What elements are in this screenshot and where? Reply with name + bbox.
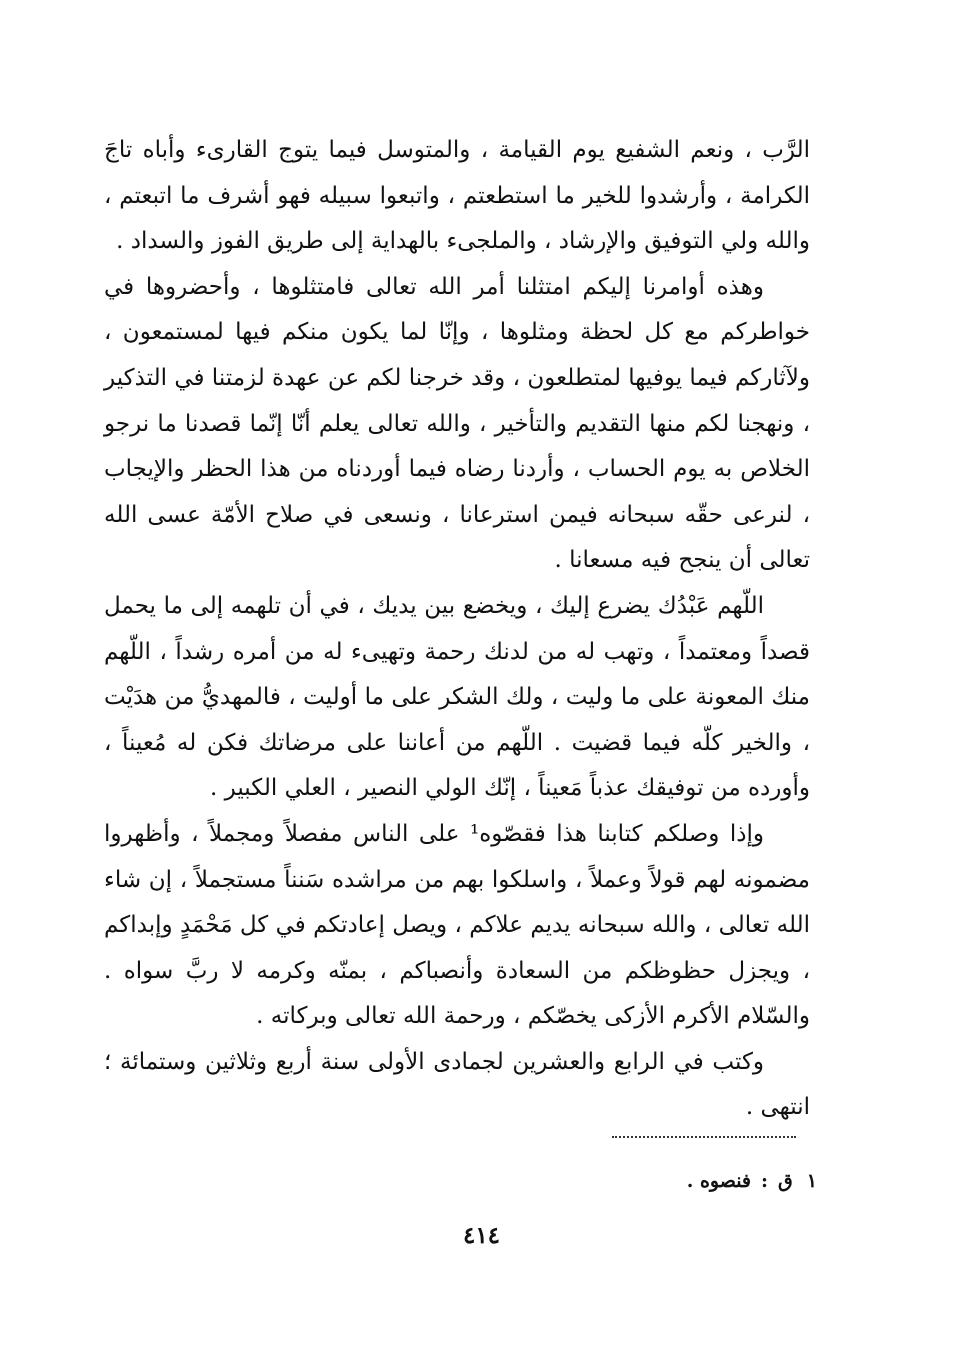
footnote [687,1170,817,1192]
paragraph-1: الرَّب ، ونعم الشفيع يوم القيامة ، والمتوسل فيما يتوج القارىء وأباه تاجَ الكرامة ، وأرشدوا للخير ما استطعتم ، واتبعوا سبيله فهو أشرف ما اتبعتم ، والله ولي التوفيق والإرشاد ، والملجىء بالهداية إلى طريق الفوز والسداد . [104,137,810,255]
footnote-text: فنصوه . [686,1170,752,1192]
page-number: ٤١٤ [462,1222,501,1249]
main-text [104,128,810,1131]
paragraph-4: وإذا وصلكم كتابنا هذا فقصّوه¹ على الناس مفصلاً ومجملاً ، وأظهروا مضمونه لهم قولاً وعملاً ، واسلكوا بهم من مراشده سَنناً مستجملاً ، إن شاء الله تعالى ، والله سبحانه يديم علاكم ، ويصل إعادتكم في كل مَحْمَدٍ وإبداكم ، ويجزل حظوظكم من السعادة وأنصباكم ، بمنّه وكرمه لا ربَّ سواه . والسّلام الأكرم الأزكى يخصّكم ، ورحمة الله تعالى وبركاته . [104,820,810,1030]
footnote-siglum: ق [778,1170,793,1192]
footnote-separator [612,1136,796,1138]
paragraph-2: وهذه أوامرنا إليكم امتثلنا أمر الله تعالى فامتثلوها ، وأحضروها في خواطركم مع كل لحظة ومثلوها ، وإنّا لما يكون منكم فيها لمستمعون ، ولآثاركم فيما يوفيها لمتطلعون ، وقد خرجنا لكم عن عهدة لزمتنا في التذكير ، ونهجنا لكم منها التقديم والتأخير ، والله تعالى يعلم أنّا إنّما قصدنا ما نرجو الخلاص به يوم الحساب ، وأردنا رضاه فيما أوردناه من هذا الحظر والإيجاب ، لنرعى حقّه سبحانه فيمن استرعانا ، ونسعى في صلاح الأمّة عسى الله تعالى أن ينجح فيه مسعانا . [104,273,810,574]
paragraph-3: اللّهم عَبْدُك يضرع إليك ، ويخضع بين يديك ، في أن تلهمه إلى ما يحمل قصداً ومعتمداً ، وتهب له من لدنك رحمة وتهيىء له من أمره رشداً ، اللّهم منك المعونة على ما وليت ، ولك الشكر على ما أوليت ، فالمهديُّ من هدَيْت ، والخير كلّه فيما قضيت . اللّهم من أعاننا على مرضاتك فكن له مُعيناً ، وأورده من توفيقك عذباً مَعيناً ، إنّك الولي النصير ، العلي الكبير . [104,592,810,802]
paragraph-5: وكتب في الرابع والعشرين لجمادى الأولى سنة أربع وثلاثين وستمائة ؛ انتهى . [104,1048,810,1121]
footnote-number: ١ [806,1170,817,1192]
footnote-colon: : [761,1170,769,1192]
